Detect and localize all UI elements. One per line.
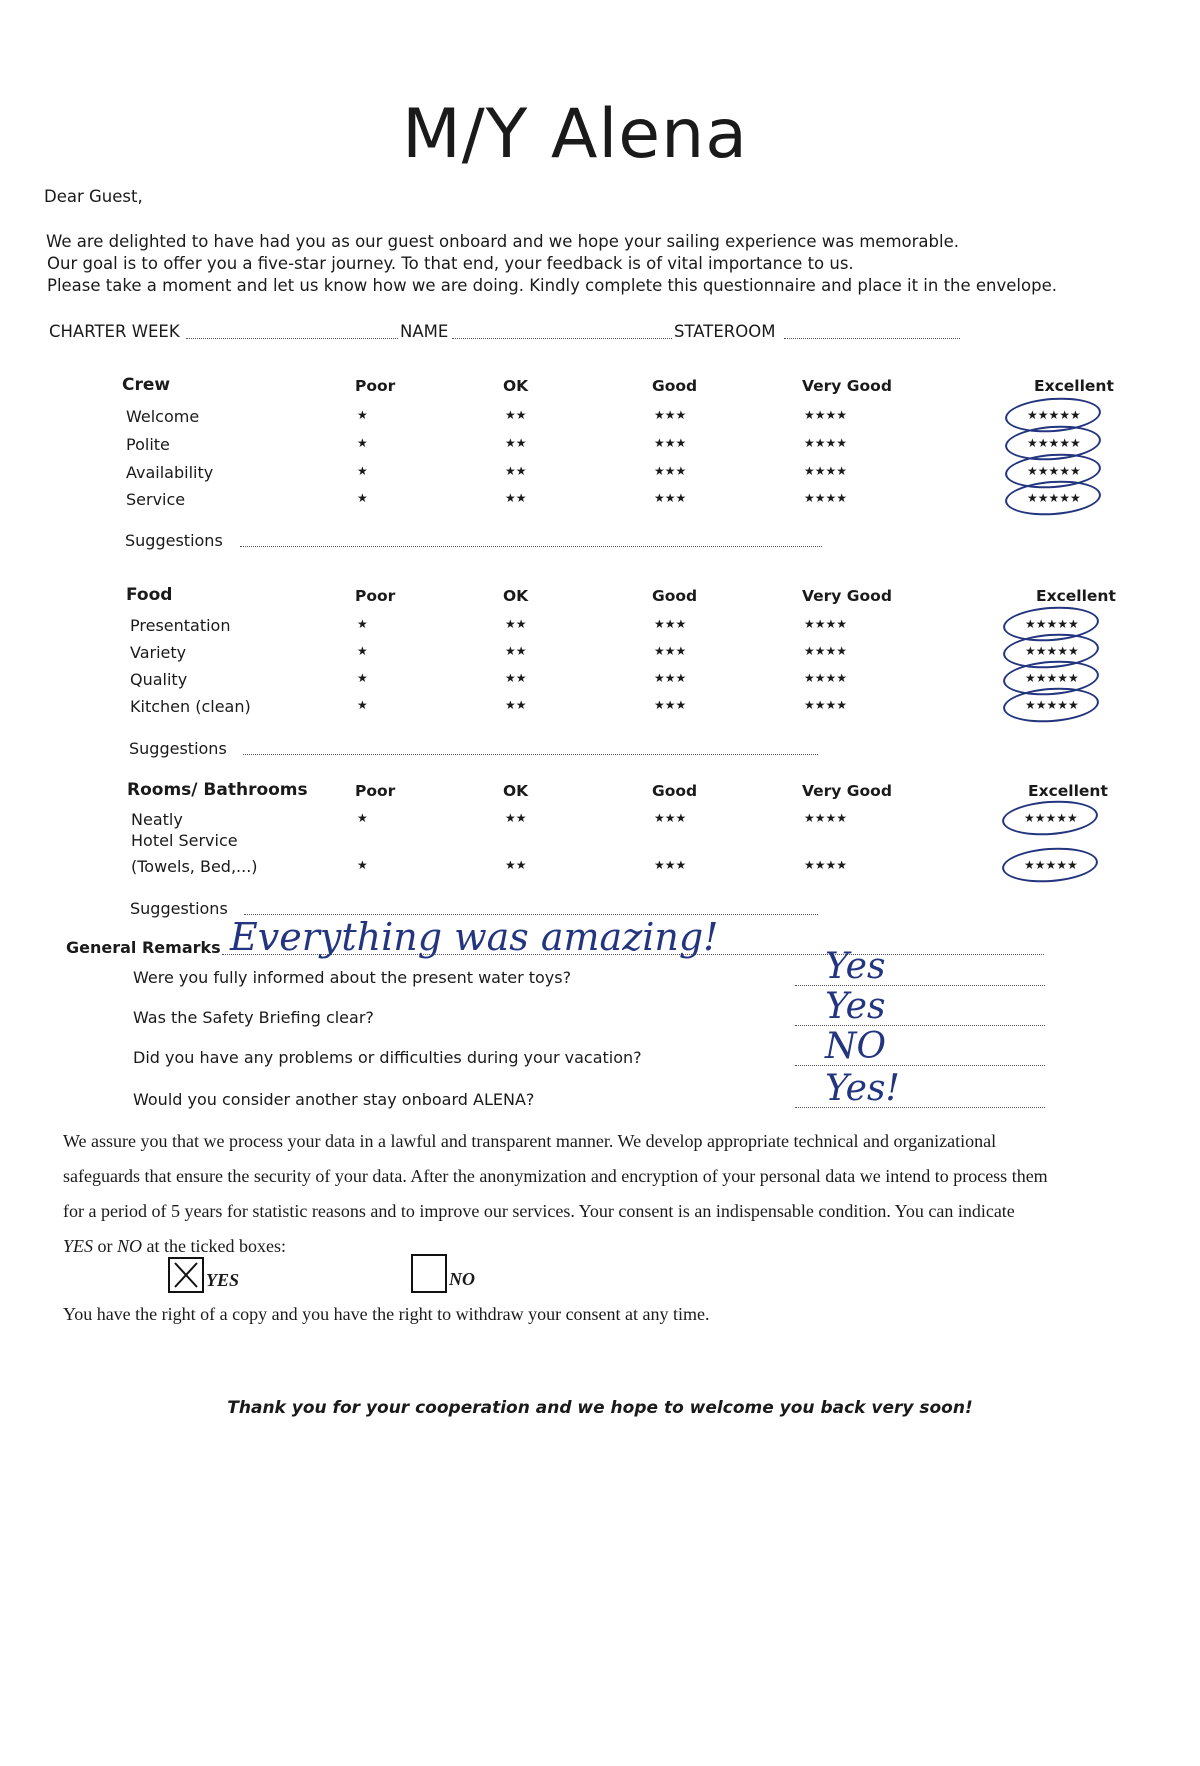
rating-option[interactable]: ★★★★ — [804, 617, 848, 631]
rating-option[interactable]: ★★★★ — [804, 644, 848, 658]
selection-circle — [1001, 798, 1099, 839]
rating-option[interactable]: ★ — [357, 671, 368, 685]
thank-you-note: Thank you for your cooperation and we hope to welcome you back very soon! — [227, 1398, 973, 1418]
rating-header-2: OK — [503, 587, 529, 605]
section-title: Rooms/ Bathrooms — [127, 780, 308, 800]
rating-option[interactable]: ★★★ — [654, 644, 687, 658]
consent-no-checkbox[interactable] — [411, 1254, 447, 1293]
rating-option[interactable]: ★★ — [505, 811, 527, 825]
question-text: Would you consider another stay onboard ALENA? — [133, 1090, 535, 1109]
item-label: Polite — [126, 435, 170, 454]
rating-option[interactable]: ★ — [357, 644, 368, 658]
charter-week-field[interactable] — [186, 337, 398, 339]
item-label: Availability — [126, 463, 214, 482]
consent-yes-word: YES — [63, 1236, 94, 1256]
question-answer[interactable]: Yes — [825, 946, 886, 987]
intro-line-1: We are delighted to have had you as our guest onboard and we hope your sailing experience was memorable. — [46, 232, 959, 251]
rating-option[interactable]: ★★★★★ — [1024, 858, 1078, 872]
rating-option[interactable]: ★★ — [505, 464, 527, 478]
rating-option[interactable]: ★ — [357, 408, 368, 422]
consent-line-4 — [63, 1236, 286, 1257]
rating-option[interactable]: ★★★★ — [804, 464, 848, 478]
rating-option[interactable]: ★★★★★ — [1027, 408, 1081, 422]
rating-header-3: Good — [652, 587, 698, 605]
consent-line-2: safeguards that ensure the security of your data. After the anonymization and encryption of your personal data we intend to process them — [63, 1166, 1048, 1186]
item-label: Welcome — [126, 407, 200, 426]
rating-option[interactable]: ★ — [357, 464, 368, 478]
intro-line-2: Our goal is to offer you a five-star journey. To that end, your feedback is of vital importance to us. — [47, 254, 854, 273]
rating-option[interactable]: ★ — [357, 617, 368, 631]
rating-option[interactable]: ★ — [357, 491, 368, 505]
rating-header-1: Poor — [355, 377, 396, 395]
charter-week-label: CHARTER WEEK — [49, 322, 180, 341]
item-label: Presentation — [130, 616, 231, 635]
item-label: Quality — [130, 670, 188, 689]
question-text: Was the Safety Briefing clear? — [133, 1008, 374, 1027]
rating-option[interactable]: ★★★★ — [804, 491, 848, 505]
consent-yes-label: YES — [206, 1270, 240, 1290]
rating-option[interactable]: ★★★★★ — [1025, 671, 1079, 685]
rating-option[interactable]: ★★★★★ — [1025, 644, 1079, 658]
rating-option[interactable]: ★★★★★ — [1027, 464, 1081, 478]
checkbox-x-icon — [170, 1259, 202, 1291]
rating-option[interactable]: ★★★★★ — [1025, 698, 1079, 712]
consent-rest: at the ticked boxes: — [142, 1236, 286, 1256]
intro-line-3: Please take a moment and let us know how we are doing. Kindly complete this questionnaire and place it in the envelope. — [47, 276, 1057, 295]
question-text: Were you fully informed about the present water toys? — [133, 968, 572, 987]
general-remarks-label: General Remarks — [66, 938, 221, 957]
question-text: Did you have any problems or difficulties during your vacation? — [133, 1048, 642, 1067]
rating-option[interactable]: ★★★ — [654, 464, 687, 478]
item-label: Service — [126, 490, 186, 509]
rating-option[interactable]: ★★★★ — [804, 436, 848, 450]
rating-option[interactable]: ★★★ — [654, 436, 687, 450]
consent-no-label: NO — [449, 1269, 475, 1289]
rating-option[interactable]: ★★ — [505, 491, 527, 505]
rating-option[interactable]: ★★★ — [654, 408, 687, 422]
rating-header-3: Good — [652, 782, 698, 800]
rating-option[interactable]: ★★ — [505, 408, 527, 422]
rating-option[interactable]: ★★ — [505, 698, 527, 712]
rating-option[interactable]: ★★★ — [654, 671, 687, 685]
name-field[interactable] — [452, 337, 672, 339]
rating-option[interactable]: ★ — [357, 811, 368, 825]
suggestions-label: Suggestions — [125, 531, 223, 550]
rating-header-4: Very Good — [802, 377, 892, 395]
rating-option[interactable]: ★★★ — [654, 491, 687, 505]
item-label: Kitchen (clean) — [130, 697, 251, 716]
name-label: NAME — [400, 322, 449, 341]
suggestions-field[interactable] — [240, 545, 822, 547]
rating-header-1: Poor — [355, 587, 396, 605]
suggestions-label: Suggestions — [129, 739, 227, 758]
rating-option[interactable]: ★★ — [505, 617, 527, 631]
question-answer[interactable]: Yes! — [825, 1068, 900, 1109]
rating-header-2: OK — [503, 377, 529, 395]
rating-option[interactable]: ★★★ — [654, 811, 687, 825]
rating-header-4: Very Good — [802, 782, 892, 800]
rating-header-5: Excellent — [1034, 377, 1114, 395]
rating-option[interactable]: ★ — [357, 698, 368, 712]
item-label: (Towels, Bed,...) — [131, 857, 258, 876]
item-label: Variety — [130, 643, 187, 662]
rating-option[interactable]: ★★ — [505, 858, 527, 872]
rating-option[interactable]: ★★★★ — [804, 811, 848, 825]
rating-option[interactable]: ★★★ — [654, 698, 687, 712]
rating-header-5: Excellent — [1036, 587, 1116, 605]
suggestions-field[interactable] — [243, 753, 818, 755]
item-label: Hotel Service — [131, 831, 238, 850]
consent-no-word: NO — [117, 1236, 143, 1256]
rating-option[interactable]: ★ — [357, 436, 368, 450]
rating-option[interactable]: ★★★★ — [804, 408, 848, 422]
consent-rights: You have the right of a copy and you have the right to withdraw your consent at any time. — [63, 1304, 710, 1324]
general-remarks-answer[interactable]: Everything was amazing! — [230, 915, 719, 959]
item-label: Neatly — [131, 810, 183, 829]
selection-circle — [1001, 845, 1099, 886]
consent-line-1: We assure you that we process your data in a lawful and transparent manner. We develop appropriate technical and organizational — [63, 1131, 997, 1151]
rating-option[interactable]: ★★★★★ — [1027, 436, 1081, 450]
rating-header-4: Very Good — [802, 587, 892, 605]
rating-option[interactable]: ★★★★★ — [1025, 617, 1079, 631]
rating-header-1: Poor — [355, 782, 396, 800]
consent-yes-checkbox[interactable] — [168, 1257, 204, 1293]
greeting: Dear Guest, — [44, 187, 143, 206]
rating-option[interactable]: ★ — [357, 858, 368, 872]
rating-option[interactable]: ★★ — [505, 644, 527, 658]
rating-option[interactable]: ★★★★★ — [1027, 491, 1081, 505]
section-title: Food — [126, 585, 173, 605]
rating-option[interactable]: ★★★★ — [804, 698, 848, 712]
rating-option[interactable]: ★★★ — [654, 617, 687, 631]
rating-option[interactable]: ★★★ — [654, 858, 687, 872]
rating-option[interactable]: ★★★★★ — [1024, 811, 1078, 825]
rating-option[interactable]: ★★ — [505, 436, 527, 450]
suggestions-label: Suggestions — [130, 899, 228, 918]
question-answer[interactable]: NO — [825, 1026, 887, 1067]
rating-option[interactable]: ★★★★ — [804, 671, 848, 685]
consent-or-word: or — [93, 1236, 118, 1256]
section-title: Crew — [122, 375, 171, 395]
consent-line-3: for a period of 5 years for statistic reasons and to improve our services. Your consent is an indispensable condition. You can indicate — [63, 1201, 1015, 1221]
rating-option[interactable]: ★★ — [505, 671, 527, 685]
rating-header-2: OK — [503, 782, 529, 800]
rating-header-5: Excellent — [1028, 782, 1108, 800]
question-answer[interactable]: Yes — [825, 986, 886, 1027]
rating-option[interactable]: ★★★★ — [804, 858, 848, 872]
stateroom-label: STATEROOM — [674, 322, 776, 341]
form-title: M/Y Alena — [402, 95, 748, 174]
rating-header-3: Good — [652, 377, 698, 395]
stateroom-field[interactable] — [784, 337, 960, 339]
